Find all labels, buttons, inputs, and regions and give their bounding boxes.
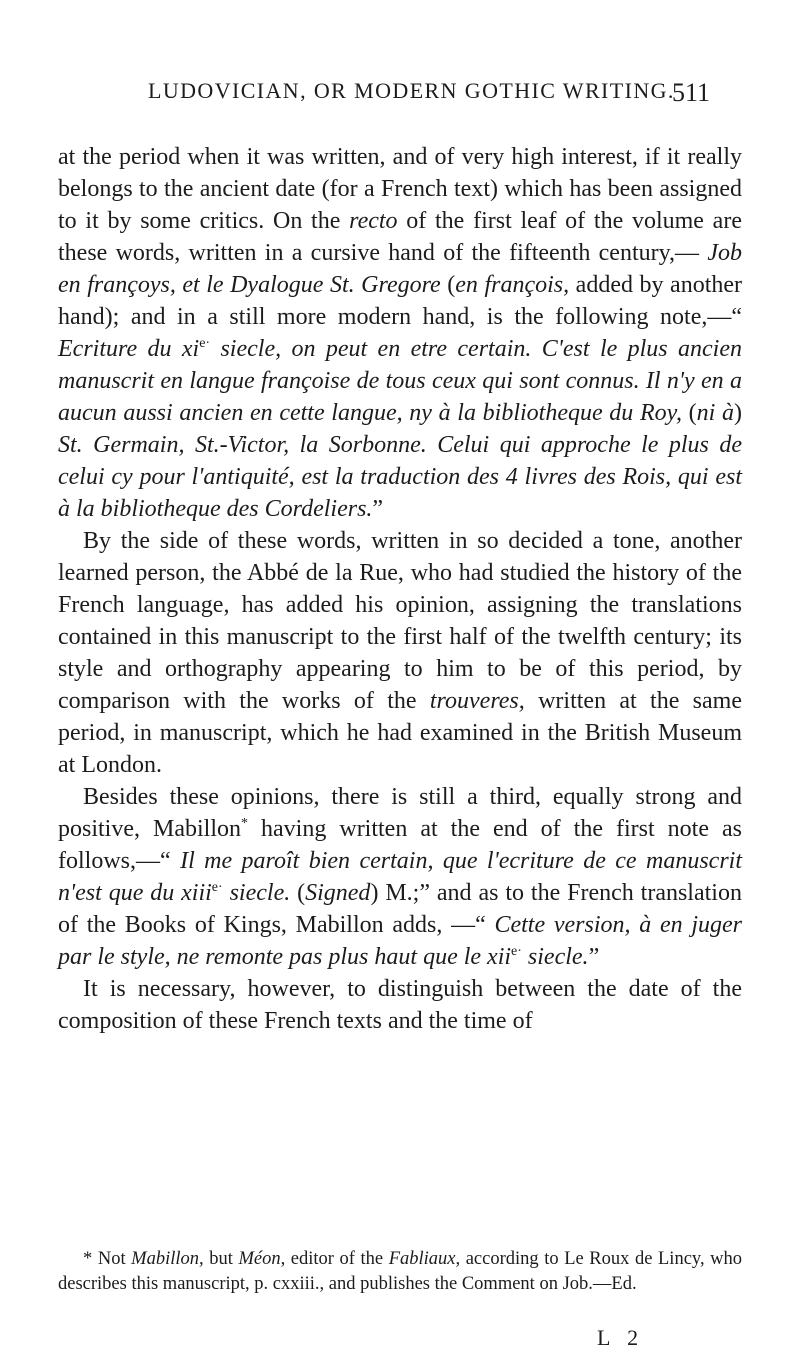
paragraph-2 (58, 525, 742, 781)
footnote-text (58, 1247, 742, 1297)
superscript: e· (511, 944, 522, 959)
italic-text: Méon, (238, 1249, 286, 1269)
text-run: Besides these opinions, there is still a third, equally strong and positive, Mabillon (58, 784, 742, 842)
paragraph-4 (58, 973, 742, 1037)
italic-text: Fabliaux, (388, 1249, 461, 1269)
text-run: having written at the end of the first note as follows,—“ (58, 816, 742, 874)
text-run: * Not (83, 1249, 132, 1269)
italic-text: Signed (305, 880, 371, 906)
text-run: ” (588, 944, 600, 970)
italic-text: St. Germain, St.-Victor, la Sorbonne. Celui qui approche le plus de celui cy pour l'antiquité, est la traduction des 4 livres des Rois, qui est à la bibliotheque des Cordeliers. (58, 432, 742, 522)
italic-text: siecle. (222, 880, 291, 906)
paragraph-1 (58, 141, 742, 525)
text-run: at the period when it was written, and of very high interest, if it really belongs to the ancient date (for a French text) which has been assigned to it by some critics. On the (58, 144, 742, 234)
italic-text: Mabillon, (131, 1249, 204, 1269)
italic-text: Ecriture du xi (58, 336, 200, 362)
text-run: ( (681, 400, 697, 426)
superscript: e· (199, 336, 211, 351)
italic-text: siecle, on peut en etre certain. C'est le plus ancien manuscrit en langue françoise de tous ceux qui sont connus. Il n'y en a aucun aussi ancien en cette langue, ny à la bibliotheque du Roy, (58, 336, 743, 426)
text-run: ” (372, 496, 384, 522)
italic-text: ni à (696, 400, 734, 426)
italic-text: Cette version, à en juger par le style, ne remonte pas plus haut que le xii (58, 912, 742, 970)
text-run: added by another hand); and in a still more modern hand, is the following note,—“ (58, 272, 743, 330)
paragraph-3 (58, 781, 742, 973)
italic-text: Il me paroît bien certain, que l'ecriture de ce manuscrit n'est que du xiii (58, 848, 742, 906)
body-text (58, 141, 742, 1037)
page-number: 511 (671, 78, 710, 107)
superscript: e· (211, 880, 223, 895)
text-run: ( (440, 272, 456, 298)
text-run: according to Le Roux de Lincy, who describes this manuscript, p. cxxiii., and publishes the Comment on Job.—Ed. (58, 1249, 743, 1294)
italic-text: Job en françoys, et le Dyalogue St. Gregore (58, 240, 742, 298)
text-run: It is necessary, however, to distinguish between the date of the composition of these French texts and the time of (58, 976, 742, 1034)
superscript: * (241, 816, 249, 831)
text-run: ) M.;” and as to the French translation of the Books of Kings, Mabillon adds, —“ (58, 880, 742, 938)
signature-mark: L 2 (597, 1325, 645, 1350)
footnote (58, 1247, 742, 1297)
text-run: By the side of these words, written in so decided a tone, another learned person, the Abbé de la Rue, who had studied the history of the French language, has added his opinion, assigning the translations contained in this manuscript to the first half of the twelfth century; its style and orthography appearing to him to be of this period, by comparison with the works of the (58, 528, 742, 714)
text-run: but (203, 1249, 239, 1269)
text-run: editor of the (285, 1249, 389, 1269)
text-run: of the first leaf of the volume are these words, written in a cursive hand of the fifteenth century,— (58, 208, 742, 266)
italic-text: siecle. (521, 944, 589, 970)
text-run: ( (290, 880, 306, 906)
italic-text: recto (349, 208, 398, 234)
running-title: LUDOVICIAN, OR MODERN GOTHIC WRITING. (148, 78, 675, 103)
running-header (0, 78, 800, 118)
text-run: written at the same period, in manuscript, which he had examined in the British Museum at London. (58, 688, 742, 778)
text-run: ) (734, 400, 742, 426)
italic-text: trouveres, (429, 688, 525, 714)
italic-text: en françois, (455, 272, 570, 298)
